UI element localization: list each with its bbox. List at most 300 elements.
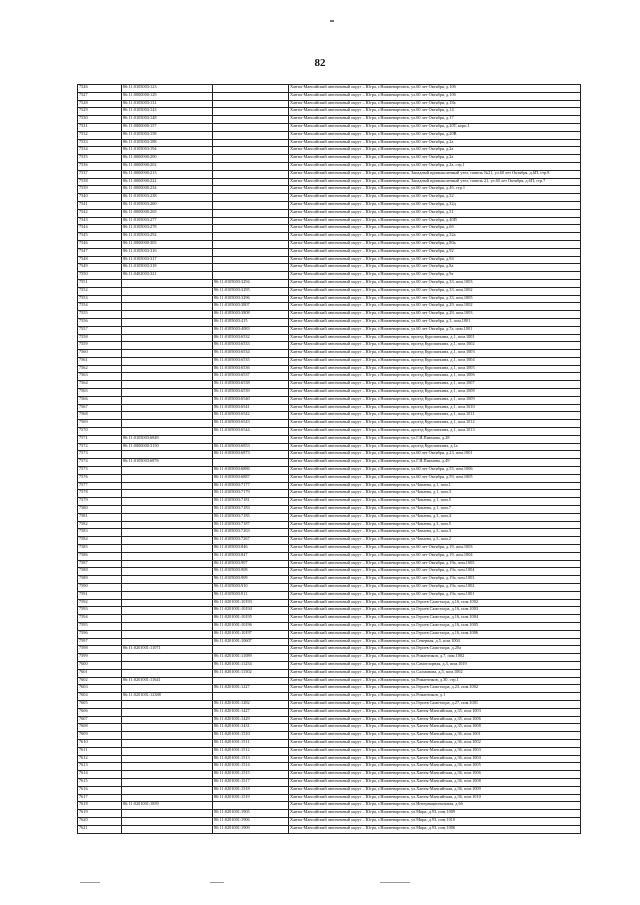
row-number-cell: 7587	[78, 560, 122, 568]
cadastral-number-cell	[122, 591, 213, 599]
table-row	[78, 732, 581, 740]
table-row	[78, 825, 581, 833]
premises-cadastral-number-cell	[213, 435, 289, 443]
address-cell: Ханты-Мансийский автономный округ – Югра, г.Нижневартовск, ул.60 лет Октября, д.31	[289, 209, 581, 217]
premises-cadastral-number-cell: 86:11:0105003:6536	[213, 365, 289, 373]
premises-cadastral-number-cell: 86:11:0201001:1427	[213, 708, 289, 716]
table-row	[78, 817, 581, 825]
row-number-cell: 7573	[78, 451, 122, 459]
cadastral-number-cell: 86:11:0105003:292	[122, 233, 213, 241]
premises-cadastral-number-cell	[213, 802, 289, 810]
address-cell: Ханты-Мансийский автономный округ – Югра, г.Нижневартовск, ул.Ханты-Мансийская, д.36, пом.1005	[289, 763, 581, 771]
table-row	[78, 763, 581, 771]
table-row	[78, 490, 581, 498]
address-cell: Ханты-Мансийский автономный округ – Югра, г.Нижневартовск, ул.Самотлорная, д.3, пом.1019	[289, 661, 581, 669]
table-row	[78, 802, 581, 810]
cadastral-number-cell	[122, 389, 213, 397]
premises-cadastral-number-cell	[213, 217, 289, 225]
address-cell: Ханты-Мансийский автономный округ – Югра, г.Нижневартовск, ул.Северная, д.5, пом.1004	[289, 638, 581, 646]
address-cell: Ханты-Мансийский автономный округ – Югра, г.Нижневартовск, ул.Интернациональная, д.6б	[289, 802, 581, 810]
address-cell: Ханты-Мансийский автономный округ – Югра, г.Нижневартовск, ул.60 лет Октября, д.19а, пом.1005	[289, 560, 581, 568]
cadastral-number-cell: 86:11:0000000:305	[122, 240, 213, 248]
address-cell: Ханты-Мансийский автономный округ – Югра, г.Нижневартовск, ул.Ханты-Мансийская, д.36, пом.1009	[289, 786, 581, 794]
address-cell: Ханты-Мансийский автономный округ – Югра, г.Нижневартовск, ул.Чапаева, д.3, пом.5	[289, 521, 581, 529]
row-number-cell: 7546	[78, 240, 122, 248]
premises-cadastral-number-cell: 86:11:0105003:911	[213, 591, 289, 599]
row-number-cell: 7558	[78, 334, 122, 342]
row-number-cell: 7581	[78, 513, 122, 521]
cadastral-number-cell: 86:11:0105003:6876	[122, 459, 213, 467]
premises-cadastral-number-cell: 86:11:0105003:3808	[213, 311, 289, 319]
address-cell: Ханты-Мансийский автономный округ – Югра, г.Нижневартовск, ул.60 лет Октября, д.18а	[289, 100, 581, 108]
cadastral-number-cell: 86:11:0201001:12388	[122, 693, 213, 701]
scan-mark	[330, 20, 334, 22]
row-number-cell: 7556	[78, 318, 122, 326]
row-number-cell: 7567	[78, 404, 122, 412]
premises-cadastral-number-cell: 86:11:0105003:6543	[213, 420, 289, 428]
premises-cadastral-number-cell: 86:11:0105003:7185	[213, 513, 289, 521]
premises-cadastral-number-cell: 86:11:0105003:6544	[213, 428, 289, 436]
premises-cadastral-number-cell	[213, 178, 289, 186]
address-cell: Ханты-Мансийский автономный округ – Югра, г.Нижневартовск, ул.Чапаева, д.3, пом.4	[289, 513, 581, 521]
cadastral-number-cell	[122, 630, 213, 638]
row-number-cell: 7571	[78, 435, 122, 443]
premises-cadastral-number-cell: 86:11:0201001:1906	[213, 817, 289, 825]
table-row	[78, 233, 581, 241]
address-cell: Ханты-Мансийский автономный округ – Югра, г.Нижневартовск, ул.Романтиков, д.7, пом.1002	[289, 654, 581, 662]
premises-cadastral-number-cell: 86:11:0105003:846	[213, 545, 289, 553]
cadastral-number-cell	[122, 724, 213, 732]
row-number-cell: 7564	[78, 381, 122, 389]
address-cell: Ханты-Мансийский автономный округ – Югра, г.Нижневартовск, проезд Куропаткина, д.1, пом.1012	[289, 420, 581, 428]
row-number-cell: 7560	[78, 350, 122, 358]
cadastral-number-cell	[122, 428, 213, 436]
address-cell: Ханты-Мансийский автономный округ – Югра, г.Нижневартовск, ул.Ханты-Мансийская, д.36, пом.1004	[289, 755, 581, 763]
row-number-cell: 7614	[78, 771, 122, 779]
row-number-cell: 7616	[78, 786, 122, 794]
cadastral-number-cell	[122, 311, 213, 319]
table-row	[78, 334, 581, 342]
cadastral-number-cell	[122, 661, 213, 669]
table-row	[78, 287, 581, 295]
cadastral-number-cell	[122, 708, 213, 716]
cadastral-number-cell: 86:11:0105003:194	[122, 147, 213, 155]
table-row	[78, 381, 581, 389]
cadastral-number-cell	[122, 381, 213, 389]
cadastral-number-cell	[122, 482, 213, 490]
table-row	[78, 131, 581, 139]
cadastral-number-cell: 86:11:0105003:318	[122, 264, 213, 272]
address-cell: Ханты-Мансийский автономный округ – Югра, г.Нижневартовск, проезд Куропаткина, д.1, пом.1005	[289, 365, 581, 373]
cadastral-number-cell	[122, 638, 213, 646]
cadastral-number-cell	[122, 755, 213, 763]
premises-cadastral-number-cell: 86:11:0105003:7263	[213, 529, 289, 537]
row-number-cell: 7612	[78, 755, 122, 763]
premises-cadastral-number-cell: 86:11:0105003:3296	[213, 295, 289, 303]
cadastral-number-cell: 86:11:0105003:158	[122, 131, 213, 139]
premises-cadastral-number-cell	[213, 170, 289, 178]
table-row	[78, 654, 581, 662]
row-number-cell: 7588	[78, 568, 122, 576]
row-number-cell: 7578	[78, 490, 122, 498]
row-number-cell: 7606	[78, 708, 122, 716]
cadastral-number-cell	[122, 607, 213, 615]
premises-cadastral-number-cell: 86:11:0105003:910	[213, 584, 289, 592]
cadastral-number-cell	[122, 545, 213, 553]
cadastral-number-cell	[122, 537, 213, 545]
address-cell: Ханты-Мансийский автономный округ – Югра, г.Нижневартовск, ул.60 лет Октября, д.33, пом.1005	[289, 295, 581, 303]
premises-cadastral-number-cell: 86:11:0105003:4083	[213, 326, 289, 334]
table-row	[78, 420, 581, 428]
cadastral-number-cell	[122, 716, 213, 724]
premises-cadastral-number-cell: 86:11:0105003:3807	[213, 303, 289, 311]
address-cell: Ханты-Мансийский автономный округ – Югра, г.Нижневартовск, ул.Ханты-Мансийская, д.36, пом.1003	[289, 747, 581, 755]
table-row	[78, 669, 581, 677]
cadastral-number-cell	[122, 498, 213, 506]
row-number-cell: 7549	[78, 264, 122, 272]
row-number-cell: 7602	[78, 677, 122, 685]
row-number-cell: 7540	[78, 194, 122, 202]
cadastral-number-cell	[122, 404, 213, 412]
address-cell: Ханты-Мансийский автономный округ – Югра, г.Нижневартовск, ул.Чапаева, д.1, пом.5	[289, 498, 581, 506]
table-row	[78, 85, 581, 93]
address-cell: Ханты-Мансийский автономный округ – Югра, г.Нижневартовск, ул.60 лет Октября, д.19, пом.1004	[289, 552, 581, 560]
address-cell: Ханты-Мансийский автономный округ – Югра, г.Нижневартовск, проезд Куропаткина, д.1, пом.1002	[289, 342, 581, 350]
address-cell: Ханты-Мансийский автономный округ – Югра, г.Нижневартовск, ул.60 лет Октября, д.19а, пом.1004	[289, 568, 581, 576]
address-cell: Ханты-Мансийский автономный округ – Югра, г.Нижневартовск, ул.Г.И.Пикмана, д.28	[289, 435, 581, 443]
cadastral-number-cell	[122, 412, 213, 420]
row-number-cell: 7568	[78, 412, 122, 420]
table-row	[78, 311, 581, 319]
table-row	[78, 529, 581, 537]
address-cell: Ханты-Мансийский автономный округ – Югра, г.Нижневартовск, ул.Ханты-Мансийская, д.36, пом.1006	[289, 771, 581, 779]
row-number-cell: 7547	[78, 248, 122, 256]
cadastral-number-cell	[122, 825, 213, 833]
premises-cadastral-number-cell	[213, 693, 289, 701]
table-row	[78, 170, 581, 178]
table-row	[78, 552, 581, 560]
table-row	[78, 365, 581, 373]
address-cell: Ханты-Мансийский автономный округ – Югра, г.Нижневартовск, ул.Героев Самотлора, д.16, пом.1004	[289, 615, 581, 623]
table-row	[78, 778, 581, 786]
address-cell: Ханты-Мансийский автономный округ – Югра, г.Нижневартовск, ул.Ханты-Мансийская, д.35, пом.1003	[289, 708, 581, 716]
row-number-cell: 7553	[78, 295, 122, 303]
table-row	[78, 92, 581, 100]
table-row	[78, 100, 581, 108]
premises-cadastral-number-cell: 86:11:0105003:7179	[213, 490, 289, 498]
table-row	[78, 357, 581, 365]
cadastral-number-cell: 86:11:0105003:278	[122, 225, 213, 233]
row-number-cell: 7590	[78, 584, 122, 592]
cadastral-number-cell: 86:11:0105003:277	[122, 217, 213, 225]
premises-cadastral-number-cell	[213, 108, 289, 116]
premises-cadastral-number-cell	[213, 139, 289, 147]
row-number-cell: 7617	[78, 794, 122, 802]
row-number-cell: 7535	[78, 155, 122, 163]
table-row	[78, 342, 581, 350]
cadastral-number-cell	[122, 396, 213, 404]
row-number-cell: 7618	[78, 802, 122, 810]
address-cell: Ханты-Мансийский автономный округ – Югра, г.Нижневартовск, проезд Куропаткина, д.1, пом.1004	[289, 357, 581, 365]
table-row	[78, 537, 581, 545]
table-row	[78, 108, 581, 116]
row-number-cell: 7609	[78, 732, 122, 740]
row-number-cell: 7599	[78, 654, 122, 662]
premises-cadastral-number-cell: 86:11:0105003:415	[213, 318, 289, 326]
table-row	[78, 716, 581, 724]
address-cell: Ханты-Мансийский автономный округ – Югра, г.Нижневартовск, ул.60 лет Октября, д.23, пом.1001	[289, 451, 581, 459]
address-cell: Ханты-Мансийский автономный округ – Югра, г.Нижневартовск, ул.Мира, д.93, пом.1006	[289, 825, 581, 833]
table-row	[78, 350, 581, 358]
premises-cadastral-number-cell	[213, 459, 289, 467]
cadastral-number-cell	[122, 794, 213, 802]
row-number-cell: 7594	[78, 615, 122, 623]
row-number-cell: 7613	[78, 763, 122, 771]
address-cell: Ханты-Мансийский автономный округ – Югра, г.Нижневартовск, ул.60 лет Октября, д.9а	[289, 272, 581, 280]
table-row	[78, 615, 581, 623]
cadastral-number-cell	[122, 778, 213, 786]
address-cell: Ханты-Мансийский автономный округ – Югра, г.Нижневартовск, ул.Ханты-Мансийская, д.35, пом.1006	[289, 716, 581, 724]
cadastral-number-cell	[122, 685, 213, 693]
address-cell: Ханты-Мансийский автономный округ – Югра, г.Нижневартовск, проезд Куропаткина, д.1, пом.1010	[289, 404, 581, 412]
row-number-cell: 7529	[78, 108, 122, 116]
table-row	[78, 139, 581, 147]
address-cell: Ханты-Мансийский автономный округ – Югра, г.Нижневартовск, проезд Куропаткина, д.1, пом.1001	[289, 334, 581, 342]
cadastral-number-cell	[122, 732, 213, 740]
cadastral-number-cell: 86:11:0105003:188	[122, 139, 213, 147]
address-cell: Ханты-Мансийский автономный округ – Югра, г.Нижневартовск, ул.60 лет Октября, д.19а, пом.1003	[289, 576, 581, 584]
cadastral-number-cell: 86:11:0105003:143	[122, 108, 213, 116]
row-number-cell: 7561	[78, 357, 122, 365]
premises-cadastral-number-cell	[213, 123, 289, 131]
table-row	[78, 622, 581, 630]
cadastral-number-cell	[122, 810, 213, 818]
row-number-cell: 7544	[78, 225, 122, 233]
cadastral-number-cell	[122, 786, 213, 794]
premises-cadastral-number-cell	[213, 162, 289, 170]
row-number-cell: 7600	[78, 661, 122, 669]
cadastral-number-cell	[122, 303, 213, 311]
premises-cadastral-number-cell: 86:11:0105003:6853	[213, 443, 289, 451]
row-number-cell: 7557	[78, 326, 122, 334]
premises-cadastral-number-cell: 86:11:0105003:7177	[213, 482, 289, 490]
premises-cadastral-number-cell	[213, 92, 289, 100]
scan-noise-mark	[210, 882, 224, 883]
premises-cadastral-number-cell: 86:11:0105003:909	[213, 576, 289, 584]
address-cell: Ханты-Мансийский автономный округ – Югра, г.Нижневартовск, ул.Ханты-Мансийская, д.36, пом.1008	[289, 778, 581, 786]
address-cell: Ханты-Мансийский автономный округ – Югра, г.Нижневартовск, ул.60 лет Октября, д.92	[289, 248, 581, 256]
row-number-cell: 7534	[78, 147, 122, 155]
cadastral-number-cell	[122, 373, 213, 381]
address-cell: Ханты-Мансийский автономный округ – Югра, г.Нижневартовск, ул.Героев Самотлора, д.16, пом.1003	[289, 607, 581, 615]
table-row	[78, 755, 581, 763]
table-row	[78, 607, 581, 615]
cadastral-number-cell	[122, 521, 213, 529]
premises-cadastral-number-cell: 86:11:0105003:6537	[213, 373, 289, 381]
row-number-cell: 7526	[78, 85, 122, 93]
row-number-cell: 7537	[78, 170, 122, 178]
address-cell: Ханты-Мансийский автономный округ – Югра, г.Нижневартовск, ул.Героев Самотлора, д.23, пом.1002	[289, 685, 581, 693]
table-row	[78, 443, 581, 451]
address-cell: Ханты-Мансийский автономный округ – Югра, г.Нижневартовск, ул.Ханты-Мансийская, д.36, пом.1010	[289, 794, 581, 802]
row-number-cell: 7545	[78, 233, 122, 241]
cadastral-number-cell	[122, 817, 213, 825]
premises-cadastral-number-cell: 86:11:0105003:6535	[213, 357, 289, 365]
table-row	[78, 467, 581, 475]
table-row	[78, 661, 581, 669]
row-number-cell: 7601	[78, 669, 122, 677]
cadastral-number-cell	[122, 451, 213, 459]
cadastral-number-cell: 86:11:0000000:200	[122, 155, 213, 163]
table-row	[78, 810, 581, 818]
cadastral-number-cell: 86:11:0000000:3150	[122, 443, 213, 451]
premises-cadastral-number-cell	[213, 201, 289, 209]
row-number-cell: 7577	[78, 482, 122, 490]
table-row	[78, 451, 581, 459]
address-cell: Ханты-Мансийский автономный округ – Югра, г.Нижневартовск, ул.Ханты-Мансийская, д.36, пом.1002	[289, 739, 581, 747]
premises-cadastral-number-cell	[213, 646, 289, 654]
cadastral-number-cell	[122, 568, 213, 576]
table-row	[78, 209, 581, 217]
cadastral-number-cell	[122, 350, 213, 358]
cadastral-number-cell	[122, 654, 213, 662]
table-row	[78, 373, 581, 381]
premises-cadastral-number-cell: 86:11:0201001:1429	[213, 716, 289, 724]
table-row	[78, 521, 581, 529]
row-number-cell: 7593	[78, 607, 122, 615]
row-number-cell: 7596	[78, 630, 122, 638]
premises-cadastral-number-cell	[213, 194, 289, 202]
table-row	[78, 568, 581, 576]
row-number-cell: 7583	[78, 529, 122, 537]
premises-cadastral-number-cell: 86:11:0105003:6539	[213, 389, 289, 397]
table-row	[78, 576, 581, 584]
table-row	[78, 700, 581, 708]
address-cell: Ханты-Мансийский автономный округ – Югра, г.Нижневартовск, проезд Куропаткина, д.1, пом.1007	[289, 381, 581, 389]
row-number-cell: 7528	[78, 100, 122, 108]
premises-cadastral-number-cell: 86:11:0105003:7181	[213, 498, 289, 506]
table-row	[78, 513, 581, 521]
cadastral-number-cell	[122, 529, 213, 537]
table-row	[78, 435, 581, 443]
premises-cadastral-number-cell: 86:11:0201001:10197	[213, 630, 289, 638]
address-cell: Ханты-Мансийский автономный округ – Югра, г.Нижневартовск, ул.Г.И.Пикмана, д.49	[289, 459, 581, 467]
address-cell: Ханты-Мансийский автономный округ – Югра, г.Нижневартовск, ул.60 лет Октября, д.4б, стр.1	[289, 186, 581, 194]
row-number-cell: 7554	[78, 303, 122, 311]
page-number: 82	[314, 57, 326, 69]
address-cell: Ханты-Мансийский автономный округ – Югра, г.Нижневартовск, Западный промышленный узел, панель 21, ул.60 лет Октября, д.6П, стр.7	[289, 178, 581, 186]
table-row	[78, 303, 581, 311]
premises-cadastral-number-cell: 86:11:0105003:7187	[213, 521, 289, 529]
premises-cadastral-number-cell: 86:11:0201001:1515	[213, 771, 289, 779]
premises-cadastral-number-cell: 86:11:0201001:1282	[213, 700, 289, 708]
address-cell: Ханты-Мансийский автономный округ – Югра, г.Нижневартовск, ул.60 лет Октября, д.14	[289, 108, 581, 116]
premises-cadastral-number-cell: 86:11:0201001:1513	[213, 755, 289, 763]
address-cell: Ханты-Мансийский автономный округ – Югра, г.Нижневартовск, ул.60 лет Октября, д.8а	[289, 264, 581, 272]
premises-cadastral-number-cell: 86:11:0201001:11502	[213, 669, 289, 677]
address-cell: Ханты-Мансийский автономный округ – Югра, г.Нижневартовск, ул.60 лет Октября, д.32а	[289, 233, 581, 241]
address-cell: Ханты-Мансийский автономный округ – Югра, г.Нижневартовск, проезд Куропаткина, д.1, пом.1003	[289, 350, 581, 358]
row-number-cell: 7579	[78, 498, 122, 506]
premises-cadastral-number-cell	[213, 272, 289, 280]
premises-cadastral-number-cell: 86:11:0201001:1909	[213, 825, 289, 833]
premises-cadastral-number-cell: 86:11:0201001:10195	[213, 615, 289, 623]
address-cell: Ханты-Мансийский автономный округ – Югра, г.Нижневартовск, ул.60 лет Октября, д.10б	[289, 92, 581, 100]
address-cell: Ханты-Мансийский автономный округ – Югра, г.Нижневартовск, Западный промышленный узел, панель №21, ул.60 лет Октября, д.6П, стр.8	[289, 170, 581, 178]
cadastral-number-cell	[122, 420, 213, 428]
premises-cadastral-number-cell: 86:11:0201001:1431	[213, 724, 289, 732]
premises-cadastral-number-cell	[213, 131, 289, 139]
table-row	[78, 708, 581, 716]
table-row	[78, 178, 581, 186]
table-row	[78, 155, 581, 163]
premises-cadastral-number-cell: 86:11:0105003:6887	[213, 474, 289, 482]
premises-cadastral-number-cell: 86:11:0105003:6532	[213, 334, 289, 342]
row-number-cell: 7592	[78, 599, 122, 607]
address-cell: Ханты-Мансийский автономный округ – Югра, г.Нижневартовск, ул.60 лет Октября, д.3, пом.1001	[289, 318, 581, 326]
address-cell: Ханты-Мансийский автономный округ – Югра, г.Нижневартовск, ул.Чапаева, д.1, пом.3	[289, 490, 581, 498]
address-cell: Ханты-Мансийский автономный округ – Югра, г.Нижневартовск, ул.Чапаева, д.1, пом.7	[289, 506, 581, 514]
address-cell: Ханты-Мансийский автономный округ – Югра, г.Нижневартовск, ул.Героев Самотлора, д.16, пом.1006	[289, 630, 581, 638]
row-number-cell: 7597	[78, 638, 122, 646]
premises-cadastral-number-cell	[213, 209, 289, 217]
row-number-cell: 7610	[78, 739, 122, 747]
address-cell: Ханты-Мансийский автономный округ – Югра, г.Нижневартовск, ул.60 лет Октября, д.40П	[289, 217, 581, 225]
cadastral-number-cell	[122, 552, 213, 560]
cadastral-number-cell: 86:11:0000000:234	[122, 186, 213, 194]
scan-noise-mark	[80, 882, 100, 883]
address-cell: Ханты-Мансийский автономный округ – Югра, г.Нижневартовск, ул.Мира, д.93, пом.1009	[289, 810, 581, 818]
cadastral-number-cell	[122, 700, 213, 708]
row-number-cell: 7572	[78, 443, 122, 451]
address-cell: Ханты-Мансийский автономный округ – Югра, г.Нижневартовск, ул.60 лет Октября, д.20Т, корп.1	[289, 123, 581, 131]
table-row	[78, 685, 581, 693]
address-cell: Ханты-Мансийский автономный округ – Югра, г.Нижневартовск, ул.60 лет Октября, д.2а	[289, 139, 581, 147]
cadastral-number-cell	[122, 334, 213, 342]
address-cell: Ханты-Мансийский автономный округ – Югра, г.Нижневартовск, ул.Чапаева, д.3, пом.2	[289, 537, 581, 545]
row-number-cell: 7598	[78, 646, 122, 654]
cadastral-number-cell: 86:11:0105003:131	[122, 100, 213, 108]
cadastral-number-cell	[122, 279, 213, 287]
address-cell: Ханты-Мансийский автономный округ – Югра, г.Нижневартовск, проезд Куропаткина, д.1а	[289, 443, 581, 451]
cadastral-number-cell	[122, 474, 213, 482]
cadastral-number-cell	[122, 622, 213, 630]
row-number-cell: 7574	[78, 459, 122, 467]
table-row	[78, 396, 581, 404]
table-row	[78, 318, 581, 326]
row-number-cell: 7548	[78, 256, 122, 264]
cadastral-number-cell: 86:11:0201001:11641	[122, 677, 213, 685]
address-cell: Ханты-Мансийский автономный округ – Югра, г.Нижневартовск, ул.60 лет Октября, д.33, пом.1002	[289, 287, 581, 295]
row-number-cell: 7603	[78, 685, 122, 693]
row-number-cell: 7611	[78, 747, 122, 755]
address-cell: Ханты-Мансийский автономный округ – Югра, г.Нижневартовск, проезд Куропаткина, д.1, пом.1013	[289, 428, 581, 436]
premises-cadastral-number-cell	[213, 100, 289, 108]
cadastral-number-cell	[122, 576, 213, 584]
cadastral-number-cell	[122, 365, 213, 373]
table-row	[78, 599, 581, 607]
premises-cadastral-number-cell: 86:11:0201001:1519	[213, 794, 289, 802]
premises-cadastral-number-cell: 86:11:0201001:1512	[213, 747, 289, 755]
row-number-cell: 7531	[78, 123, 122, 131]
premises-cadastral-number-cell: 86:11:0105003:6533	[213, 342, 289, 350]
row-number-cell: 7575	[78, 467, 122, 475]
table-row	[78, 498, 581, 506]
row-number-cell: 7533	[78, 139, 122, 147]
table-row	[78, 147, 581, 155]
premises-cadastral-number-cell: 86:11:0201001:11089	[213, 654, 289, 662]
table-row	[78, 677, 581, 685]
